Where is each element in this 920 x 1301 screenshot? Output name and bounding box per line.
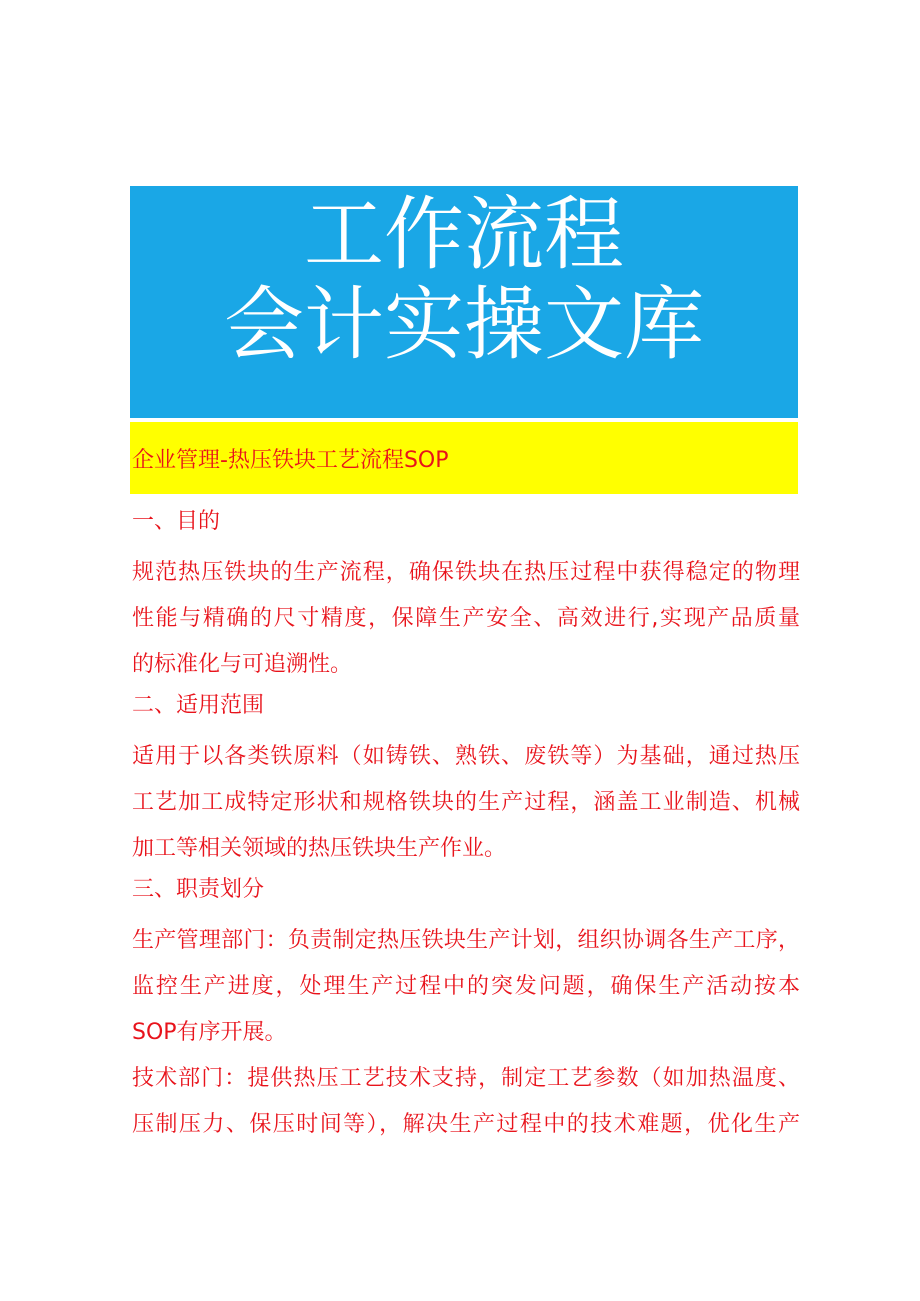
paragraph-line: 性能与精确的尺寸精度，保障生产安全、高效进行,实现产品质量 [132, 606, 800, 631]
paragraph-line: 适用于以各类铁原料（如铸铁、熟铁、废铁等）为基础，通过热压 [132, 744, 800, 769]
paragraph-line: 工艺加工成特定形状和规格铁块的生产过程，涵盖工业制造、机械 [132, 790, 800, 815]
document-body [132, 504, 800, 1148]
paragraph-duties-technical [132, 1056, 800, 1148]
paragraph-line: 规范热压铁块的生产流程，确保铁块在热压过程中获得稳定的物理 [132, 560, 800, 585]
subtitle-bar [130, 422, 798, 494]
document-subtitle: 企业管理-热压铁块工艺流程SOP [132, 448, 449, 473]
paragraph-purpose [132, 550, 800, 688]
section-heading-duties: 三、职责划分 [132, 877, 265, 902]
paragraph-line: 的标准化与可追溯性。 [132, 652, 353, 677]
paragraph-duties-production [132, 918, 800, 1056]
paragraph-scope [132, 734, 800, 872]
paragraph-line: 技术部门：提供热压工艺技术支持，制定工艺参数（如加热温度、 [132, 1066, 800, 1091]
paragraph-line: 生产管理部门：负责制定热压铁块生产计划，组织协调各生产工序， [132, 928, 800, 953]
title-line-2: 会计实操文库 [224, 278, 704, 371]
paragraph-line: 监控生产进度，处理生产过程中的突发问题，确保生产活动按本 [132, 974, 800, 999]
paragraph-line: 加工等相关领域的热压铁块生产作业。 [132, 836, 507, 861]
section-heading-scope: 二、适用范围 [132, 693, 265, 718]
title-line-1: 工作流程 [304, 188, 624, 281]
section-heading-purpose: 一、目的 [132, 509, 221, 534]
paragraph-line: 压制压力、保压时间等），解决生产过程中的技术难题，优化生产 [132, 1112, 800, 1137]
paragraph-line: SOP有序开展。 [132, 1020, 287, 1045]
